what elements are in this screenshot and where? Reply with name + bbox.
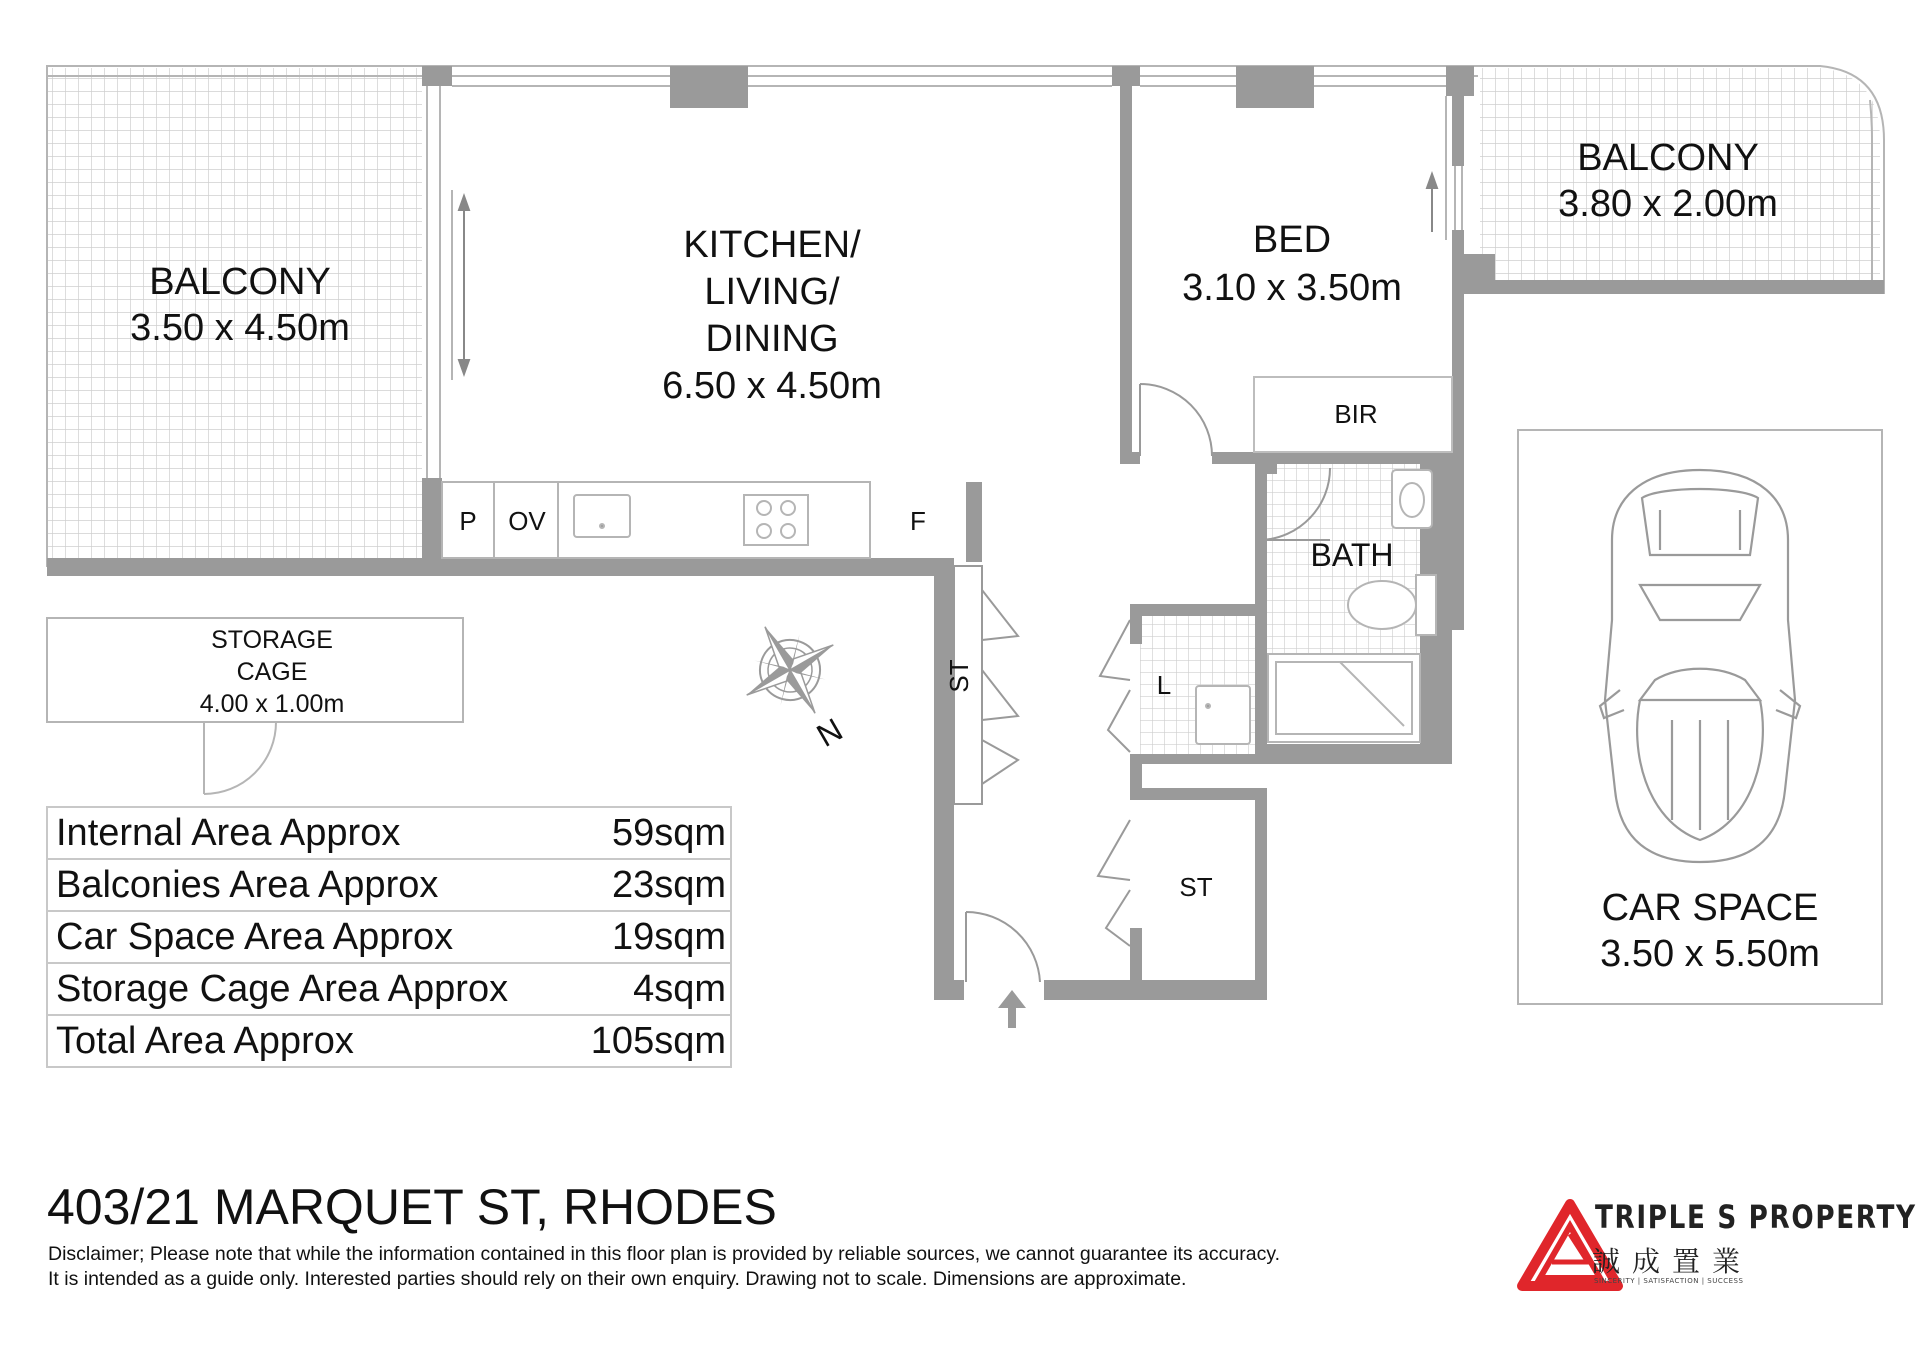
kitchen-label-2: LIVING/ [704, 271, 840, 313]
kitchen-dims: 6.50 x 4.50m [662, 365, 882, 407]
laundry-doors [1100, 620, 1130, 752]
property-address: 403/21 MARQUET ST, RHODES [47, 1179, 777, 1235]
bed-door [1140, 384, 1212, 456]
balcony-west-dims: 3.50 x 4.50m [130, 307, 350, 349]
hall-store-label: ST [944, 659, 974, 693]
storage-cage-label-2: CAGE [236, 658, 308, 686]
disclaimer [48, 1242, 1280, 1292]
car-space-dims: 3.50 x 5.50m [1600, 933, 1820, 975]
brand-chinese-name: 誠成置業 [1592, 1245, 1753, 1278]
entry-arrow-icon [998, 990, 1026, 1028]
area-row-value: 23sqm [566, 859, 731, 911]
compass-icon [722, 602, 859, 739]
balcony-east-floor [1480, 68, 1880, 290]
kitchen-bench [442, 482, 870, 558]
area-row-value: 105sqm [566, 1015, 731, 1067]
area-row-label: Internal Area Approx [47, 807, 566, 859]
kitchen-label-3: DINING [705, 318, 839, 360]
bath-label: BATH [1310, 537, 1394, 573]
area-row-label: Balconies Area Approx [47, 859, 566, 911]
area-row-value: 4sqm [566, 963, 731, 1015]
area-row [47, 963, 731, 1015]
fridge-label: F [910, 506, 926, 536]
oven-label: OV [508, 506, 546, 536]
area-row-value: 59sqm [566, 807, 731, 859]
balcony-east-dims: 3.80 x 2.00m [1558, 183, 1778, 225]
area-summary-table [46, 806, 732, 1068]
balcony-west-label: BALCONY [149, 261, 331, 303]
storage-cage-dims: 4.00 x 1.00m [199, 690, 345, 718]
area-row-label: Storage Cage Area Approx [47, 963, 566, 1015]
disclaimer-line-2: It is intended as a guide only. Interested parties should rely on their own enquiry. Drawing not to scale. Dimensions are approximate. [48, 1268, 1187, 1290]
entry-store-label: ST [1179, 872, 1213, 902]
compass-north-label: N [810, 711, 849, 754]
bir-label: BIR [1334, 399, 1378, 429]
brand-tagline: SINCERITY | SATISFACTION | SUCCESS [1594, 1277, 1744, 1285]
storage-cage-label-1: STORAGE [211, 626, 333, 654]
pantry-label: P [459, 506, 477, 536]
car-space-label: CAR SPACE [1601, 887, 1819, 929]
area-row [47, 859, 731, 911]
laundry-tub [1196, 686, 1250, 744]
kitchen-label-1: KITCHEN/ [683, 224, 861, 266]
balcony-east-label: BALCONY [1577, 137, 1759, 179]
area-row-label: Car Space Area Approx [47, 911, 566, 963]
car-icon [1600, 470, 1800, 862]
laundry-label: L [1156, 670, 1172, 700]
disclaimer-line-1: Disclaimer; Please note that while the information contained in this floor plan is provided by reliable sources, we cannot guarantee its accuracy. [48, 1243, 1281, 1265]
area-row [47, 807, 731, 859]
area-row [47, 911, 731, 963]
bed-label: BED [1252, 219, 1332, 261]
area-row-label: Total Area Approx [47, 1015, 566, 1067]
bed-dims: 3.10 x 3.50m [1182, 267, 1402, 309]
entry-door [966, 912, 1040, 982]
entry-store-doors [1098, 820, 1130, 946]
area-row-value: 19sqm [566, 911, 731, 963]
area-row [47, 1015, 731, 1067]
brand-name: TRIPLE S PROPERTY [1595, 1198, 1917, 1236]
